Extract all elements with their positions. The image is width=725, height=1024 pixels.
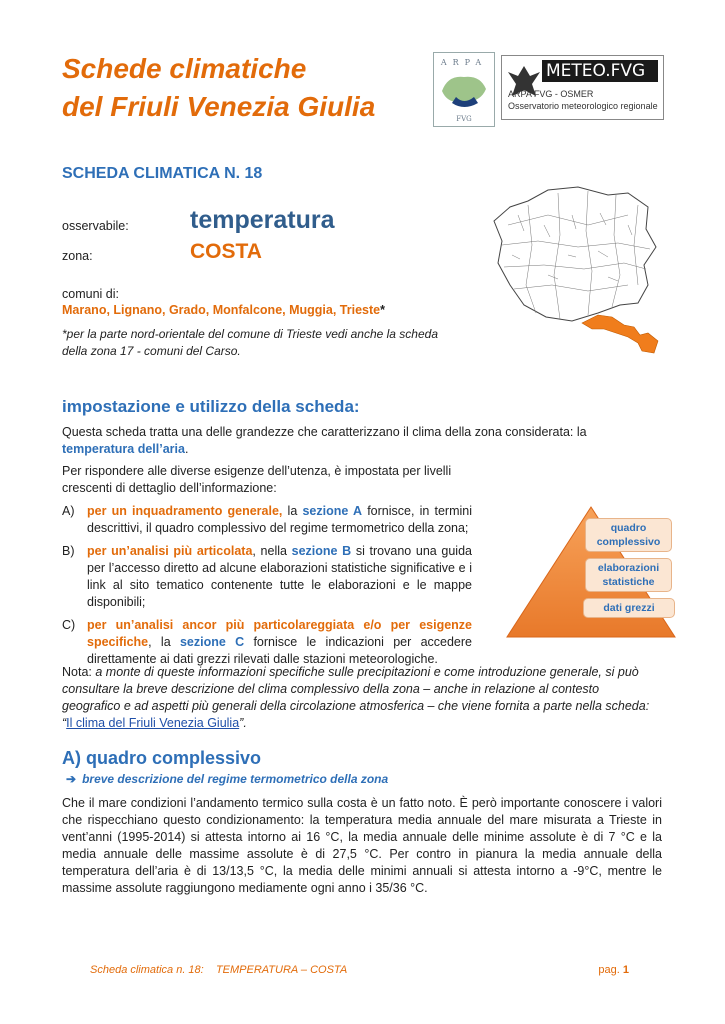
municipalities-note	[62, 326, 438, 360]
usage-p2-line-2: crescenti di dettaglio dell’informazione:	[62, 481, 277, 495]
arpa-logo-text: ARPA	[440, 58, 488, 67]
arpa-logo	[433, 52, 495, 127]
nota-text: a monte di queste informazioni specifiche sulle precipitazioni e come introduzione generale, si può consultare la breve descrizione del clima complessivo della zona – anche in relazione al contesto geografico e ad aspetti più generali della circolazione atmosferica – che viene fornita a parte nella scheda: “	[62, 665, 650, 730]
nota-link[interactable]: Il clima del Friuli Venezia Giulia	[66, 716, 240, 730]
municipalities-label: comuni di:	[62, 287, 119, 301]
municipalities-list	[62, 302, 385, 319]
meteo-fvg-logo	[501, 55, 664, 120]
sheet-number: SCHEDA CLIMATICA N. 18	[62, 165, 263, 182]
item-rest: si trovano una guida per l’accesso diretto ad alcune elaborazioni statistiche significative e i link al sito tematico contenente tutte le elaborazioni e le mappe disponibili;	[87, 544, 472, 609]
nota-label: Nota:	[62, 665, 96, 679]
usage-paragraph-2	[62, 463, 482, 497]
section-a-subheading-text: breve descrizione del regime termometrico della zona	[82, 772, 389, 786]
list-item	[62, 543, 472, 611]
item-lead: per un’analisi ancor più particolareggiata e/o per esigenze specifiche	[87, 618, 472, 649]
item-lead: per un inquadramento generale,	[87, 504, 283, 518]
list-marker: A)	[62, 504, 75, 518]
observable-label: osservabile:	[62, 219, 129, 233]
page-number-value: 1	[622, 964, 629, 976]
arrow-right-icon: ➔	[66, 772, 77, 786]
pyramid-level-dati: dati grezzi	[583, 598, 675, 618]
section-a-subheading	[62, 771, 388, 788]
title-line-1: Schede climatiche	[62, 53, 307, 84]
item-rest: fornisce, in termini descrittivi, il quadro complessivo del regime termometrico della zona;	[87, 504, 472, 535]
zone-map	[488, 185, 663, 357]
item-section: sezione B	[291, 544, 352, 558]
usage-p2-line-1: Per rispondere alle diverse esigenze dell’utenza, è impostata per livelli	[62, 464, 452, 478]
item-mid: , la	[148, 635, 180, 649]
usage-heading: impostazione e utilizzo della scheda:	[62, 397, 360, 416]
pyramid-level-quadro: quadro complessivo	[585, 518, 672, 552]
item-mid: la	[282, 504, 303, 518]
footer	[90, 964, 629, 976]
usage-p1-end: .	[184, 442, 189, 456]
list-item	[62, 503, 472, 537]
section-a-body: Che il mare condizioni l’andamento termico sulla costa è un fatto noto. È però importante conoscere i valori che rispecchiano questo condizionamento: la temperatura media annuale del mare misurata a Trieste in vent’anni (1995-2014) si attesta intorno ai 16 °C, la media annuale delle minime assolute è di 7 °C e la media annuale delle massime assolute è di 27,5 °C. Per contro in pianura la media annuale della temperatura dell’aria è di 13/13,5 °C, la media delle minimi annuali si attesta intorno a -9°C, mentre le massime assolute raggiungono mediamente ogni anno i 35/36 °C.	[62, 796, 662, 895]
list-marker: C)	[62, 618, 76, 632]
municipalities-asterisk: *	[380, 303, 385, 317]
title-line-2: del Friuli Venezia Giulia	[62, 91, 376, 122]
item-mid: , nella	[252, 544, 292, 558]
item-lead: per un’analisi più articolata	[87, 544, 253, 558]
zone-label: zona:	[62, 249, 93, 263]
usage-p1-highlight: temperatura dell’aria	[62, 442, 185, 456]
levels-list	[62, 503, 472, 674]
usage-p1-text: Questa scheda tratta una delle grandezze che caratterizzano il clima della zona considerata: la	[62, 425, 587, 439]
observable-value: temperatura	[190, 206, 335, 234]
note-line-1: *per la parte nord-orientale del comune di Trieste vedi anche la scheda	[62, 327, 438, 341]
page-title	[62, 50, 375, 126]
nota-end: ”.	[239, 716, 247, 730]
meteo-logo-line-1: ARPA FVG - OSMER	[508, 89, 594, 99]
footer-title: Scheda climatica n. 18: TEMPERATURA – COSTA	[90, 964, 348, 976]
meteo-logo-line-2: Osservatorio meteorologico regionale	[508, 101, 658, 111]
item-section: sezione A	[302, 504, 363, 518]
list-marker: B)	[62, 544, 75, 558]
item-rest: fornisce le indicazioni per accedere direttamente ai dati grezzi rilevati dalle stazioni meteorologiche.	[87, 635, 472, 666]
meteo-logo-title: METEO.FVG	[542, 60, 658, 82]
zone-value: COSTA	[190, 240, 262, 263]
page-number-label: pag.	[598, 964, 623, 976]
arpa-logo-sub: FVG	[456, 115, 472, 123]
page-number	[598, 964, 629, 976]
list-item	[62, 617, 472, 668]
section-a-heading: A) quadro complessivo	[62, 748, 262, 768]
pyramid-level-elaborazioni: elaborazioni statistiche	[585, 558, 672, 592]
nota-paragraph	[62, 664, 656, 732]
note-line-2: della zona 17 - comuni del Carso.	[62, 344, 241, 358]
usage-paragraph-1	[62, 424, 654, 458]
municipalities-names: Marano, Lignano, Grado, Monfalcone, Muggia, Trieste	[62, 303, 381, 317]
item-section: sezione C	[179, 635, 245, 649]
